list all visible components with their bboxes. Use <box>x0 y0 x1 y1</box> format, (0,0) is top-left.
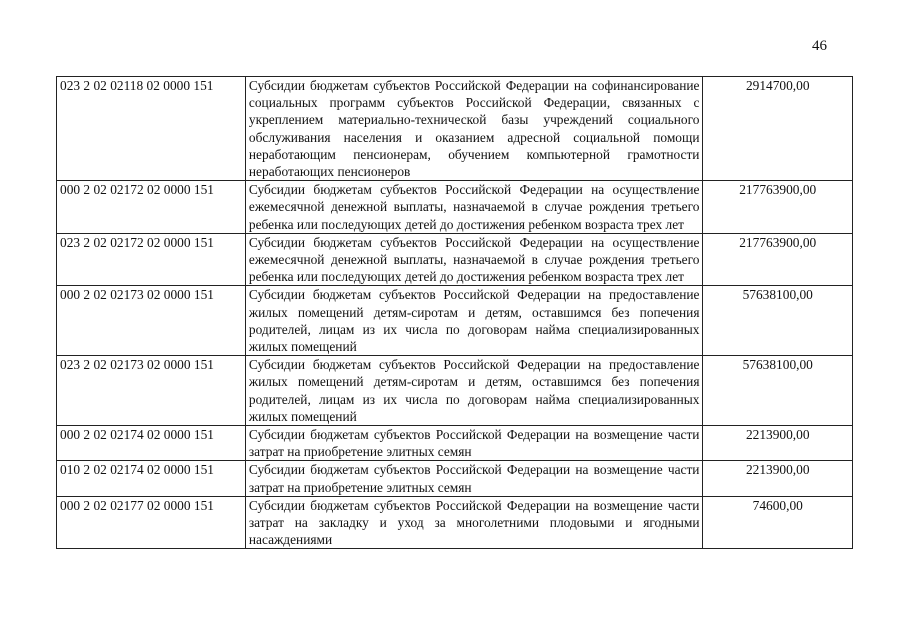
description-cell: Субсидии бюджетам субъектов Российской Федерации на возмещение части затрат на закладку и уход за многолетними плодовыми и ягодными насаждениями <box>245 496 703 549</box>
description-cell: Субсидии бюджетам субъектов Российской Федерации на осуществление ежемесячной денежной выплаты, назначаемой в случае рождения третьего ребенка или последующих детей до достижения ребенком возраста трех лет <box>245 181 703 234</box>
page-number: 46 <box>812 38 827 54</box>
budget-code-cell: 000 2 02 02173 02 0000 151 <box>57 286 246 356</box>
budget-code-cell: 023 2 02 02172 02 0000 151 <box>57 233 246 286</box>
description-cell: Субсидии бюджетам субъектов Российской Федерации на предоставление жилых помещений детям-сиротам и детям, оставшимся без попечения родителей, лицам из их числа по договорам найма специализированных жилых помещений <box>245 356 703 426</box>
table-row <box>57 426 853 461</box>
budget-code-cell: 023 2 02 02118 02 0000 151 <box>57 77 246 181</box>
amount-cell: 2914700,00 <box>703 77 853 181</box>
table-row <box>57 233 853 286</box>
amount-cell: 74600,00 <box>703 496 853 549</box>
table-row <box>57 356 853 426</box>
amount-cell: 217763900,00 <box>703 181 853 234</box>
budget-code-cell: 010 2 02 02174 02 0000 151 <box>57 461 246 496</box>
budget-table <box>56 76 853 549</box>
amount-cell: 57638100,00 <box>703 356 853 426</box>
description-cell: Субсидии бюджетам субъектов Российской Федерации на софинансирование социальных программ субъектов Российской Федерации, связанных с укреплением материально-технической базы учреждений социального обслуживания населения и оказанием адресной социальной помощи неработающим пенсионерам, обучением компьютерной грамотности неработающих пенсионеров <box>245 77 703 181</box>
table-row <box>57 496 853 549</box>
table-row <box>57 181 853 234</box>
amount-cell: 57638100,00 <box>703 286 853 356</box>
budget-code-cell: 000 2 02 02172 02 0000 151 <box>57 181 246 234</box>
amount-cell: 217763900,00 <box>703 233 853 286</box>
description-cell: Субсидии бюджетам субъектов Российской Федерации на осуществление ежемесячной денежной выплаты, назначаемой в случае рождения третьего ребенка или последующих детей до достижения ребенком возраста трех лет <box>245 233 703 286</box>
description-cell: Субсидии бюджетам субъектов Российской Федерации на возмещение части затрат на приобретение элитных семян <box>245 461 703 496</box>
table-row <box>57 461 853 496</box>
description-cell: Субсидии бюджетам субъектов Российской Федерации на предоставление жилых помещений детям-сиротам и детям, оставшимся без попечения родителей, лицам из их числа по договорам найма специализированных жилых помещений <box>245 286 703 356</box>
budget-code-cell: 000 2 02 02177 02 0000 151 <box>57 496 246 549</box>
table-row <box>57 286 853 356</box>
amount-cell: 2213900,00 <box>703 461 853 496</box>
amount-cell: 2213900,00 <box>703 426 853 461</box>
budget-code-cell: 023 2 02 02173 02 0000 151 <box>57 356 246 426</box>
budget-code-cell: 000 2 02 02174 02 0000 151 <box>57 426 246 461</box>
description-cell: Субсидии бюджетам субъектов Российской Федерации на возмещение части затрат на приобретение элитных семян <box>245 426 703 461</box>
table-row <box>57 77 853 181</box>
